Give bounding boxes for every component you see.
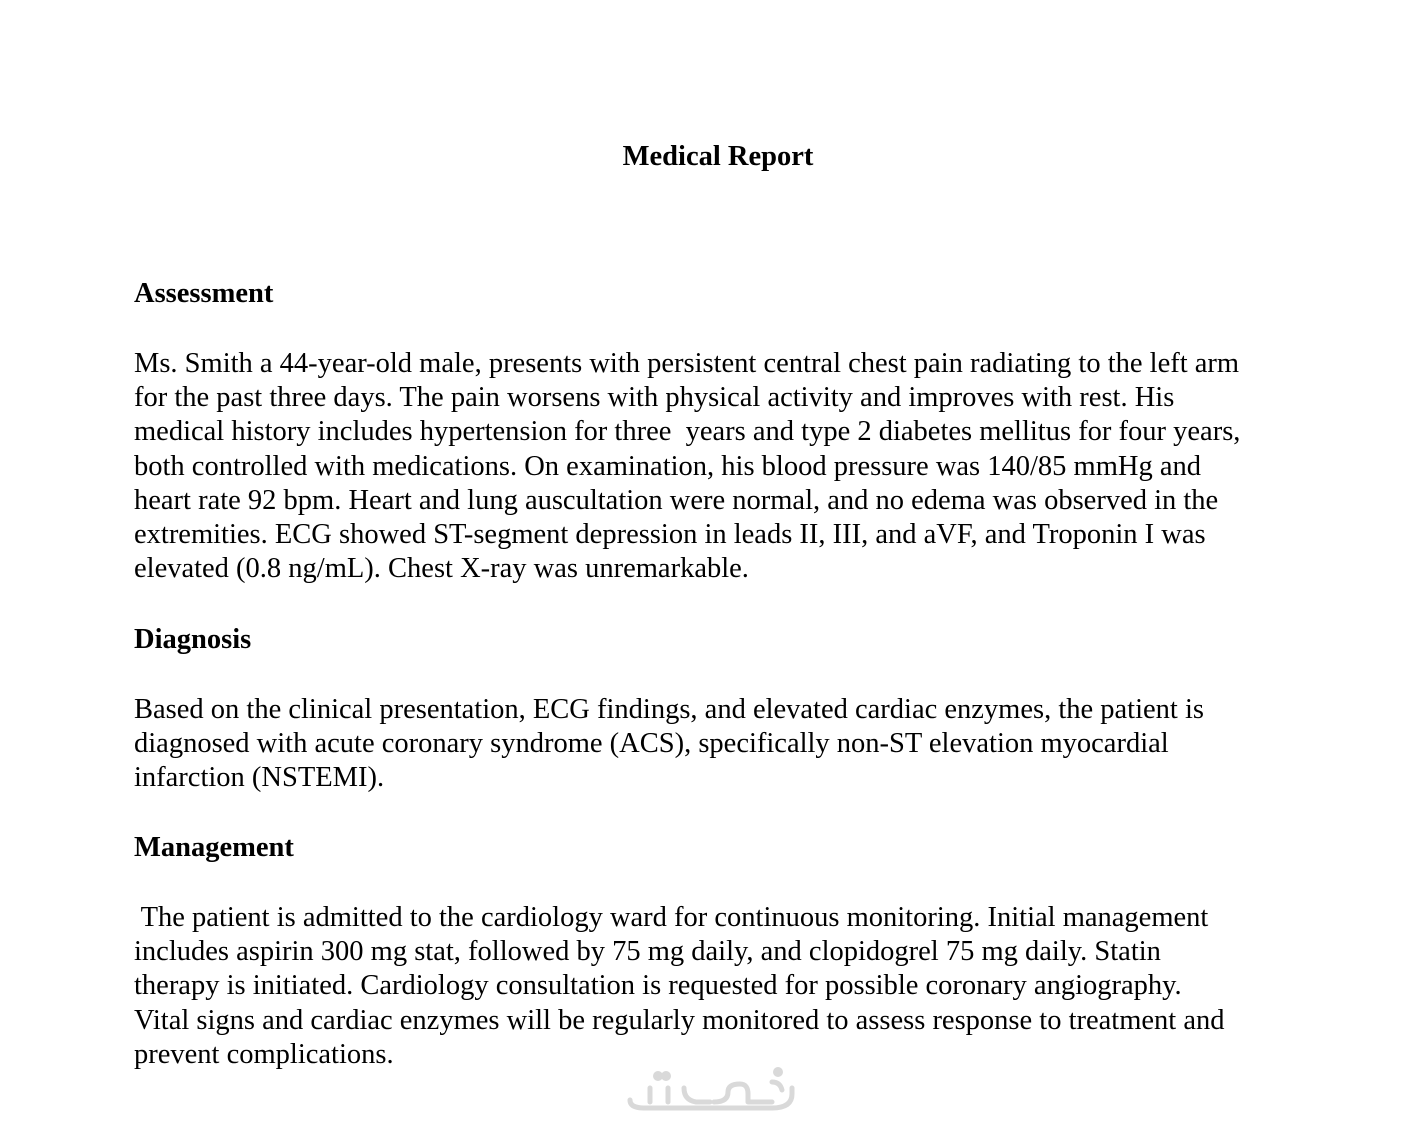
page-title: Medical Report xyxy=(622,141,814,172)
section-body-management xyxy=(134,901,1314,1072)
section-heading-diagnosis: Diagnosis xyxy=(134,624,252,655)
body-line: heart rate 92 bpm. Heart and lung auscultation were normal, and no edema was observed in the xyxy=(134,484,1219,516)
body-line: Based on the clinical presentation, ECG findings, and elevated cardiac enzymes, the patient is xyxy=(134,694,1204,725)
body-line: Vital signs and cardiac enzymes will be regularly monitored to assess response to treatment and xyxy=(134,1004,1225,1036)
section-body-assessment xyxy=(134,347,1314,586)
body-line: includes aspirin 300 mg stat, followed by 75 mg daily, and clopidogrel 75 mg daily. Statin xyxy=(134,936,1161,968)
body-line: The patient is admitted to the cardiology ward for continuous monitoring. Initial management xyxy=(134,902,1209,933)
body-line: prevent complications. xyxy=(134,1038,394,1070)
section-heading-management: Management xyxy=(134,832,294,863)
body-line: Ms. Smith a 44-year-old male, presents with persistent central chest pain radiating to the left arm xyxy=(134,348,1240,379)
body-line: therapy is initiated. Cardiology consultation is requested for possible coronary angiography. xyxy=(134,970,1182,1002)
body-line: infarction (NSTEMI). xyxy=(134,762,385,794)
body-line: both controlled with medications. On examination, his blood pressure was 140/85 mmHg and xyxy=(134,450,1201,482)
body-line: medical history includes hypertension for three years and type 2 diabetes mellitus for four years, xyxy=(134,416,1241,448)
watermark-logo xyxy=(622,1064,802,1114)
body-line: extremities. ECG showed ST-segment depression in leads II, III, and aVF, and Troponin I was xyxy=(134,519,1206,551)
body-line: elevated (0.8 ng/mL). Chest X-ray was unremarkable. xyxy=(134,553,749,585)
body-line: for the past three days. The pain worsens with physical activity and improves with rest. His xyxy=(134,382,1175,414)
body-line: diagnosed with acute coronary syndrome (ACS), specifically non-ST elevation myocardial xyxy=(134,728,1169,760)
section-body-diagnosis xyxy=(134,693,1314,796)
section-heading-assessment: Assessment xyxy=(134,278,274,309)
